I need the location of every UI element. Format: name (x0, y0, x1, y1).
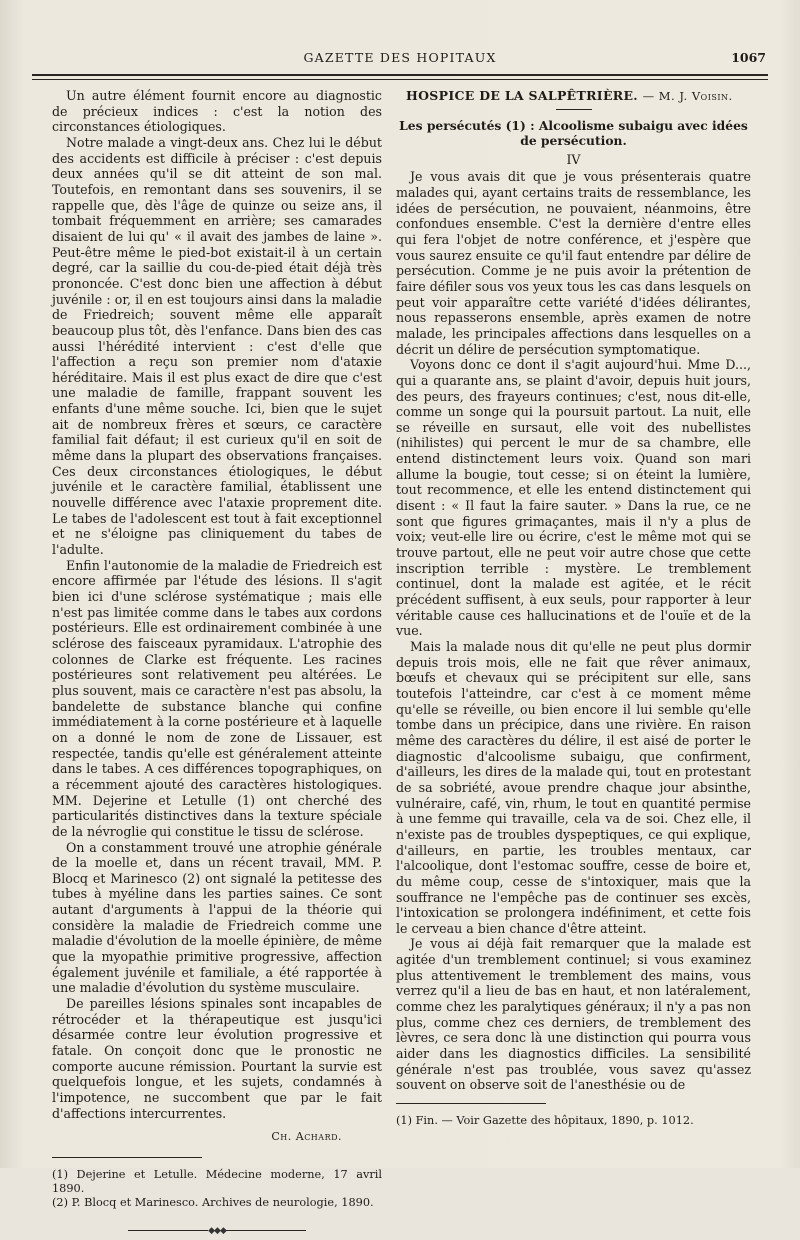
article-heading-title: HOSPICE DE LA SALPÊTRIÈRE. (406, 88, 638, 103)
end-ornament: ◆◆◆ (52, 1224, 382, 1240)
paragraph: Voyons donc ce dont il s'agit aujourd'hui. Mme D..., qui a quarante ans, se plaint d'avoir, depuis huit jours, des peurs, des frayeurs continues; c'est, nous dit-elle, comme un songe qui la poursuit partout. La nuit, elle se réveille en sursaut, elle voit des nubellistes (nihilistes) qui percent le mur de sa chambre, elle entend distinctement leurs voix. Quand son mari allume la bougie, tout cesse; si on éteint la lumière, tout recommence, et elle les entend distinctement qui disent : « Il faut la faire sauter. » Dans la rue, ce ne sont que figures grimaçantes, mais il n'y a plus de voix; veut-elle lire ou écrire, c'est le même mot qui se trouve partout, elle ne peut voir autre chose que cette inscription terrible : mystère. Le tremblement continuel, dont la malade est agitée, et le récit précédent suffisent, à eux seuls, pour rapporter à leur véritable cause ces hallucinations et de l'ouïe et de la vue. (396, 357, 751, 639)
left-column (52, 88, 382, 1240)
article-author: — M. J. Voisin. (642, 89, 733, 103)
header-rule-thick (32, 74, 768, 76)
paragraph: Mais la malade nous dit qu'elle ne peut plus dormir depuis trois mois, elle ne fait que rêver animaux, bœufs et chevaux qui se précipitent sur elle, sans toutefois l'atteindre, car c'est à ce moment même qu'elle se réveille, ou bien encore il lui semble qu'elle tombe dans un précipice, dans une rivière. En raison même des caractères du délire, il est aisé de porter le diagnostic d'alcoolisme subaigu, que confirment, d'ailleurs, les dires de la malade qui, tout en protestant de sa sobriété, avoue prendre chaque jour absinthe, vulnéraire, café, vin, rhum, le tout en quantité permise à une femme qui travaille, cela va de soi. Chez elle, il n'existe pas de troubles dyspeptiques, ce qui explique, d'ailleurs, en partie, les troubles mentaux, car l'alcoolique, dont l'estomac souffre, cesse de boire et, du même coup, cesse de s'intoxiquer, mais que la souffrance ne l'empêche pas de continuer ses excès, l'intoxication se prolongera indéfiniment, et cette fois le cerveau a bien chance d'être atteint. (396, 639, 751, 936)
header-rule-thin (32, 79, 768, 80)
article-heading (396, 88, 751, 105)
section-number: IV (566, 151, 581, 167)
paragraph: On a constamment trouvé une atrophie générale de la moelle et, dans un récent travail, MM. P. Blocq et Marinesco (2) ont signalé la petitesse des tubes à myéline dans les parties saines. Ce sont autant d'arguments à l'appui de la théorie qui considère la maladie de Friedreich comme une maladie d'évolution de la moelle épinière, de même que la myopathie primitive progressive, affection également juvénile et familiale, a été rapportée à une maladie d'évolution du système musculaire. (52, 839, 382, 996)
heading-rule (556, 109, 592, 110)
footnote: (2) P. Blocq et Marinesco. Archives de neurologie, 1890. (52, 1195, 374, 1209)
paragraph: Je vous avais dit que je vous présenterais quatre malades qui, ayant certains traits de ressemblance, les idées de persécution, ne pouvaient, néanmoins, être confondues ensemble. C'est la dernière d'entre elles qui fera l'objet de notre conférence, et j'espère que vous saurez ensuite ce qu'il faut entendre par délire de persécution. Comme je ne puis avoir la prétention de faire défiler sous vos yeux tous les cas dans lesquels on peut voir apparaître cette variété d'idées délirantes, nous repasserons ensemble, après examen de notre malade, les principales affections dans lesquelles on a décrit un délire de persécution symptomatique. (396, 169, 751, 357)
footnote: (1) Fin. — Voir Gazette des hôpitaux, 1890, p. 1012. (396, 1114, 694, 1128)
paragraph: Notre malade a vingt-deux ans. Chez lui le début des accidents est difficile à préciser : c'est depuis deux années qu'il se dit atteint de son mal. Toutefois, en remontant dans ses souvenirs, il se rappelle que, dès l'âge de quinze ou seize ans, il tombait fréquemment en arrière; ses camarades disaient de lui qu' « il avait des jambes de laine ». Peut-être même le pied-bot existait-il à un certain degré, car la saillie du cou-de-pied était déjà très prononcée. C'est donc bien une affection à début juvénile : or, il en est toujours ainsi dans la maladie de Friedreich; souvent même elle apparaît beaucoup plus tôt, dès l'enfance. Dans bien des cas aussi l'hérédité intervient : c'est d'elle que l'affection a reçu son premier nom d'ataxie héréditaire. Mais il est plus exact de dire que c'est une maladie de famille, frappant souvent les enfants d'une même souche. Ici, bien que le sujet ait de nombreux frères et sœurs, ce caractère familial fait défaut; il est curieux qu'il en soit de même dans la plupart des observations françaises. Ces deux circonstances étiologiques, le début juvénile et le caractère familial, établissent une nouvelle différence avec l'ataxie proprement dite. Le tabes de l'adolescent est tout à fait exceptionnel et ne s'éloigne pas cliniquement du tabes de l'adulte. (52, 134, 382, 558)
right-column (396, 88, 751, 1128)
paragraph: Un autre élément fournit encore au diagnostic de précieux indices : c'est la notion des circonstances étiologiques. (52, 88, 382, 135)
footnote-rule (396, 1103, 546, 1104)
paragraph: De pareilles lésions spinales sont incapables de rétrocéder et la thérapeutique est jusqu'ici désarmée contre leur évolution progressive et fatale. On conçoit donc que le pronostic ne comporte aucune rémission. Pourtant la survie est quelquefois longue, et les sujets, condamnés à l'impotence, ne succombent que par le fait d'affections intercurrentes. (52, 996, 382, 1121)
page-number: 1067 (731, 50, 766, 65)
footnote-rule (52, 1157, 202, 1158)
author-signature: Ch. Achard. (271, 1130, 342, 1144)
paragraph: Je vous ai déjà fait remarquer que la malade est agitée d'un tremblement continuel; si vous examinez plus attentivement le tremblement des mains, vous verrez qu'il a lieu de bas en haut, et non latéralement, comme chez les paralytiques généraux; il n'y a pas non plus, comme chez ces derniers, de tremblement des lèvres, ce sera donc là une distinction qui pourra vous aider dans les diagnostics difficiles. La sensibilité générale n'est pas troublée, vous savez qu'assez souvent on observe soit de l'anesthésie ou de (396, 936, 751, 1093)
article-subtitle: Les persécutés (1) : Alcoolisme subaigu avec idées de persécution. (399, 117, 748, 148)
footnotes (52, 1168, 382, 1210)
running-title: GAZETTE DES HOPITAUX (303, 50, 497, 65)
footnote: (1) Dejerine et Letulle. Médecine moderne, 17 avril 1890. (52, 1167, 382, 1195)
page-header (32, 50, 768, 70)
paragraph: Enfin l'autonomie de la maladie de Friedreich est encore affirmée par l'étude des lésions. Il s'agit bien ici d'une sclérose systématique ; mais elle n'est pas limitée comme dans le tabes aux cordons postérieurs. Elle est ordinairement combinée à une sclérose des faisceaux pyramidaux. L'atrophie des colonnes de Clarke est fréquente. Les racines postérieures sont relativement peu altérées. Le plus souvent, mais ce caractère n'est pas absolu, la bandelette de substance blanche qui confine immédiatement à la corne postérieure et à laquelle on a donné le nom de zone de Lissauer, est respectée, tandis qu'elle est généralement atteinte dans le tabes. A ces différences topographiques, on a récemment ajouté des caractères histologiques. MM. Dejerine et Letulle (1) ont cherché des particularités distinctives dans la texture spéciale de la névroglie qui constitue le tissu de sclérose. (52, 557, 382, 839)
